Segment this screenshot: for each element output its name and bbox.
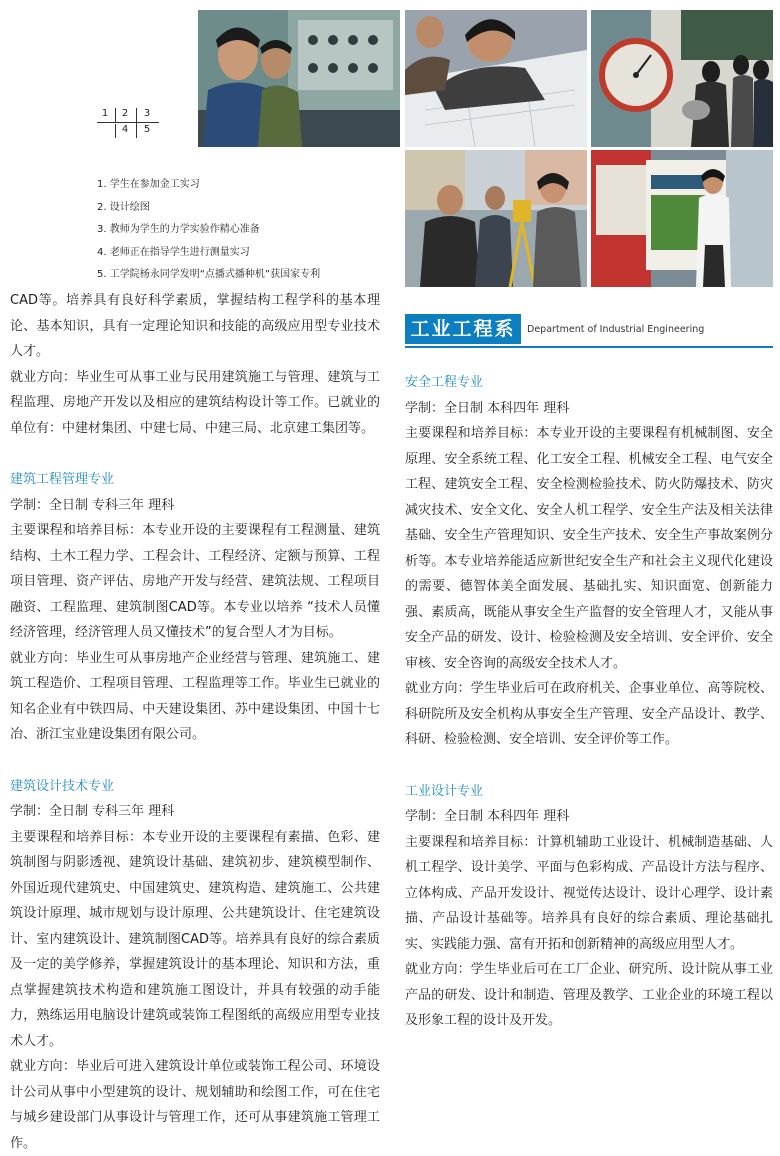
department-header (405, 313, 773, 349)
major-courses: 主要课程和培养目标：本专业开设的主要课程有工程测量、建筑结构、土木工程力学、工程会计、工程经济、定额与预算、工程项目管理、资产评估、房地产开发与经营、建筑法规、工程项目融资、工程监理、建筑制图CAD等。本专业以培养 “技术人员懂经济管理，经济管理人员又懂技术”的复合型人才为目标。 (10, 523, 380, 640)
photo-index-1: 1 (101, 108, 109, 119)
major-courses: 主要课程和培养目标：计算机辅助工业设计、机械制造基础、人机工程学、设计美学、平面与色彩构成、产品设计方法与程序、立体构成、产品开发设计、视觉传达设计、设计心理学、设计素描、产品设计基础等。培养具有良好的综合素质、理论基础扎实、实践能力强、富有开拓和创新精神的高级应用型人才。 (405, 834, 773, 952)
department-subtitle: Department of Industrial Engineering (527, 324, 705, 335)
photo-index-3: 3 (143, 108, 151, 119)
right-column (405, 370, 773, 1034)
photo-index-4: 4 (121, 124, 129, 135)
seeder-patent-photo (591, 150, 773, 287)
caption-5: 5. 工学院杨永同学发明“点播式播种机”获国家专利 (97, 269, 321, 280)
caption-3: 3. 教师为学生的力学实验作精心准备 (97, 224, 260, 235)
major-employment: 就业方向：学生毕业后可在工厂企业、研究所、设计院从事工业产品的研发、设计和制造、管理及教学、工业企业的环境工程以及形象工程的设计及开发。 (405, 962, 773, 1028)
major-system: 学制：全日制 专科三年 理科 (10, 804, 175, 819)
photo-captions (97, 174, 387, 287)
caption-1: 1. 学生在参加金工实习 (97, 179, 200, 190)
major-title: 安全工程专业 (405, 375, 484, 390)
key-divider (115, 108, 116, 122)
major-system: 学制：全日制 本科四年 理科 (405, 400, 570, 416)
key-divider (115, 124, 116, 138)
major-employment: 就业方向：毕业生可从事房地产企业经营与管理、建筑施工、建筑工程造价、工程项目管理、工程监理等工作。毕业生已就业的知名企业有中铁四局、中天建设集团、苏中建设集团、中国十七冶、浙江宝业建设集团有限公司。 (10, 650, 380, 742)
major-employment: 就业方向：毕业后可进入建筑设计单位或装饰工程公司、环境设计公司从事中小型建筑的设计、规划辅助和绘图工作，可在住宅与城乡建设部门从事设计与管理工作，还可从事建筑施工管理工作。 (10, 1059, 380, 1151)
photo-index-5: 5 (143, 124, 151, 135)
metalwork-practice-photo (198, 10, 400, 147)
major-title: 建筑设计技术专业 (10, 778, 115, 794)
intro-paragraph: CAD等。培养具有良好科学素质，掌握结构工程学科的基本理论、基本知识，具有一定理论知识和技能的高级应用型专业技术人才。 (10, 293, 380, 359)
major-title: 建筑工程管理专业 (10, 472, 115, 487)
department-rule (405, 346, 773, 348)
design-drawing-photo (405, 10, 587, 147)
major-system: 学制：全日制 本科四年 理科 (405, 809, 570, 824)
photo-index-key (97, 108, 167, 138)
intro-employment: 就业方向：毕业生可从事工业与民用建筑施工与管理、建筑与工程监理、房地产开发以及相应的建筑结构设计等工作。已就业的单位有：中建材集团、中建七局、中建三局、北京建工集团等。 (10, 369, 380, 436)
major-courses: 主要课程和培养目标：本专业开设的主要课程有机械制图、安全原理、安全系统工程、化工安全工程、机械安全工程、电气安全工程、建筑安全工程、安全检测检验技术、防火防爆技术、防灾减灾技术、安全文化、安全人机工程学、安全生产法及相关法律基础、安全生产管理知识、安全生产技术、安全生产事故案例分析等。本专业培养能适应新世纪安全生产和社会主义现代化建设的需要、德智体美全面发展、基础扎实、知识面宽、创新能力强、素质高，既能从事安全生产监督的安全管理人才，又能从事安全产品的研发、设计、检验检测及安全培训、安全评价、安全审核、安全咨询的高级安全技术人才。 (405, 426, 773, 671)
left-column (10, 288, 380, 1156)
caption-2: 2. 设计绘图 (97, 201, 150, 213)
major-courses: 主要课程和培养目标：本专业开设的主要课程有素描、色彩、建筑制图与阴影透视、建筑设计基础、建筑初步、建筑模型制作、外国近现代建筑史、中国建筑史、建筑构造、建筑施工、公共建筑设计原理、城市规划与设计原理、公共建筑设计、住宅建筑设计、室内建筑设计、建筑制图CAD等。培养具有良好的综合素质及一定的美学修养，掌握建筑设计的基本理论、知识和方法，重点掌握建筑技术构造和建筑施工图设计，并具有较强的动手能力，熟练运用电脑设计建筑或装饰工程图纸的高级应用型专业技术人才。 (10, 829, 380, 1049)
major-title: 工业设计专业 (405, 783, 484, 799)
major-system: 学制：全日制 专科三年 理科 (10, 497, 175, 513)
key-divider (136, 108, 137, 138)
major-employment: 就业方向：学生毕业后可在政府机关、企事业单位、高等院校、科研院所及安全机构从事安全生产管理、安全产品设计、教学、科研、检验检测、安全培训、安全评价等工作。 (405, 681, 773, 747)
key-divider (97, 122, 159, 123)
surveying-practice-photo (405, 150, 587, 287)
department-title: 工业工程系 (405, 314, 521, 344)
mechanics-lab-photo (591, 10, 773, 147)
caption-4: 4. 老师正在指导学生进行测量实习 (97, 246, 250, 258)
photo-index-2: 2 (121, 108, 129, 119)
